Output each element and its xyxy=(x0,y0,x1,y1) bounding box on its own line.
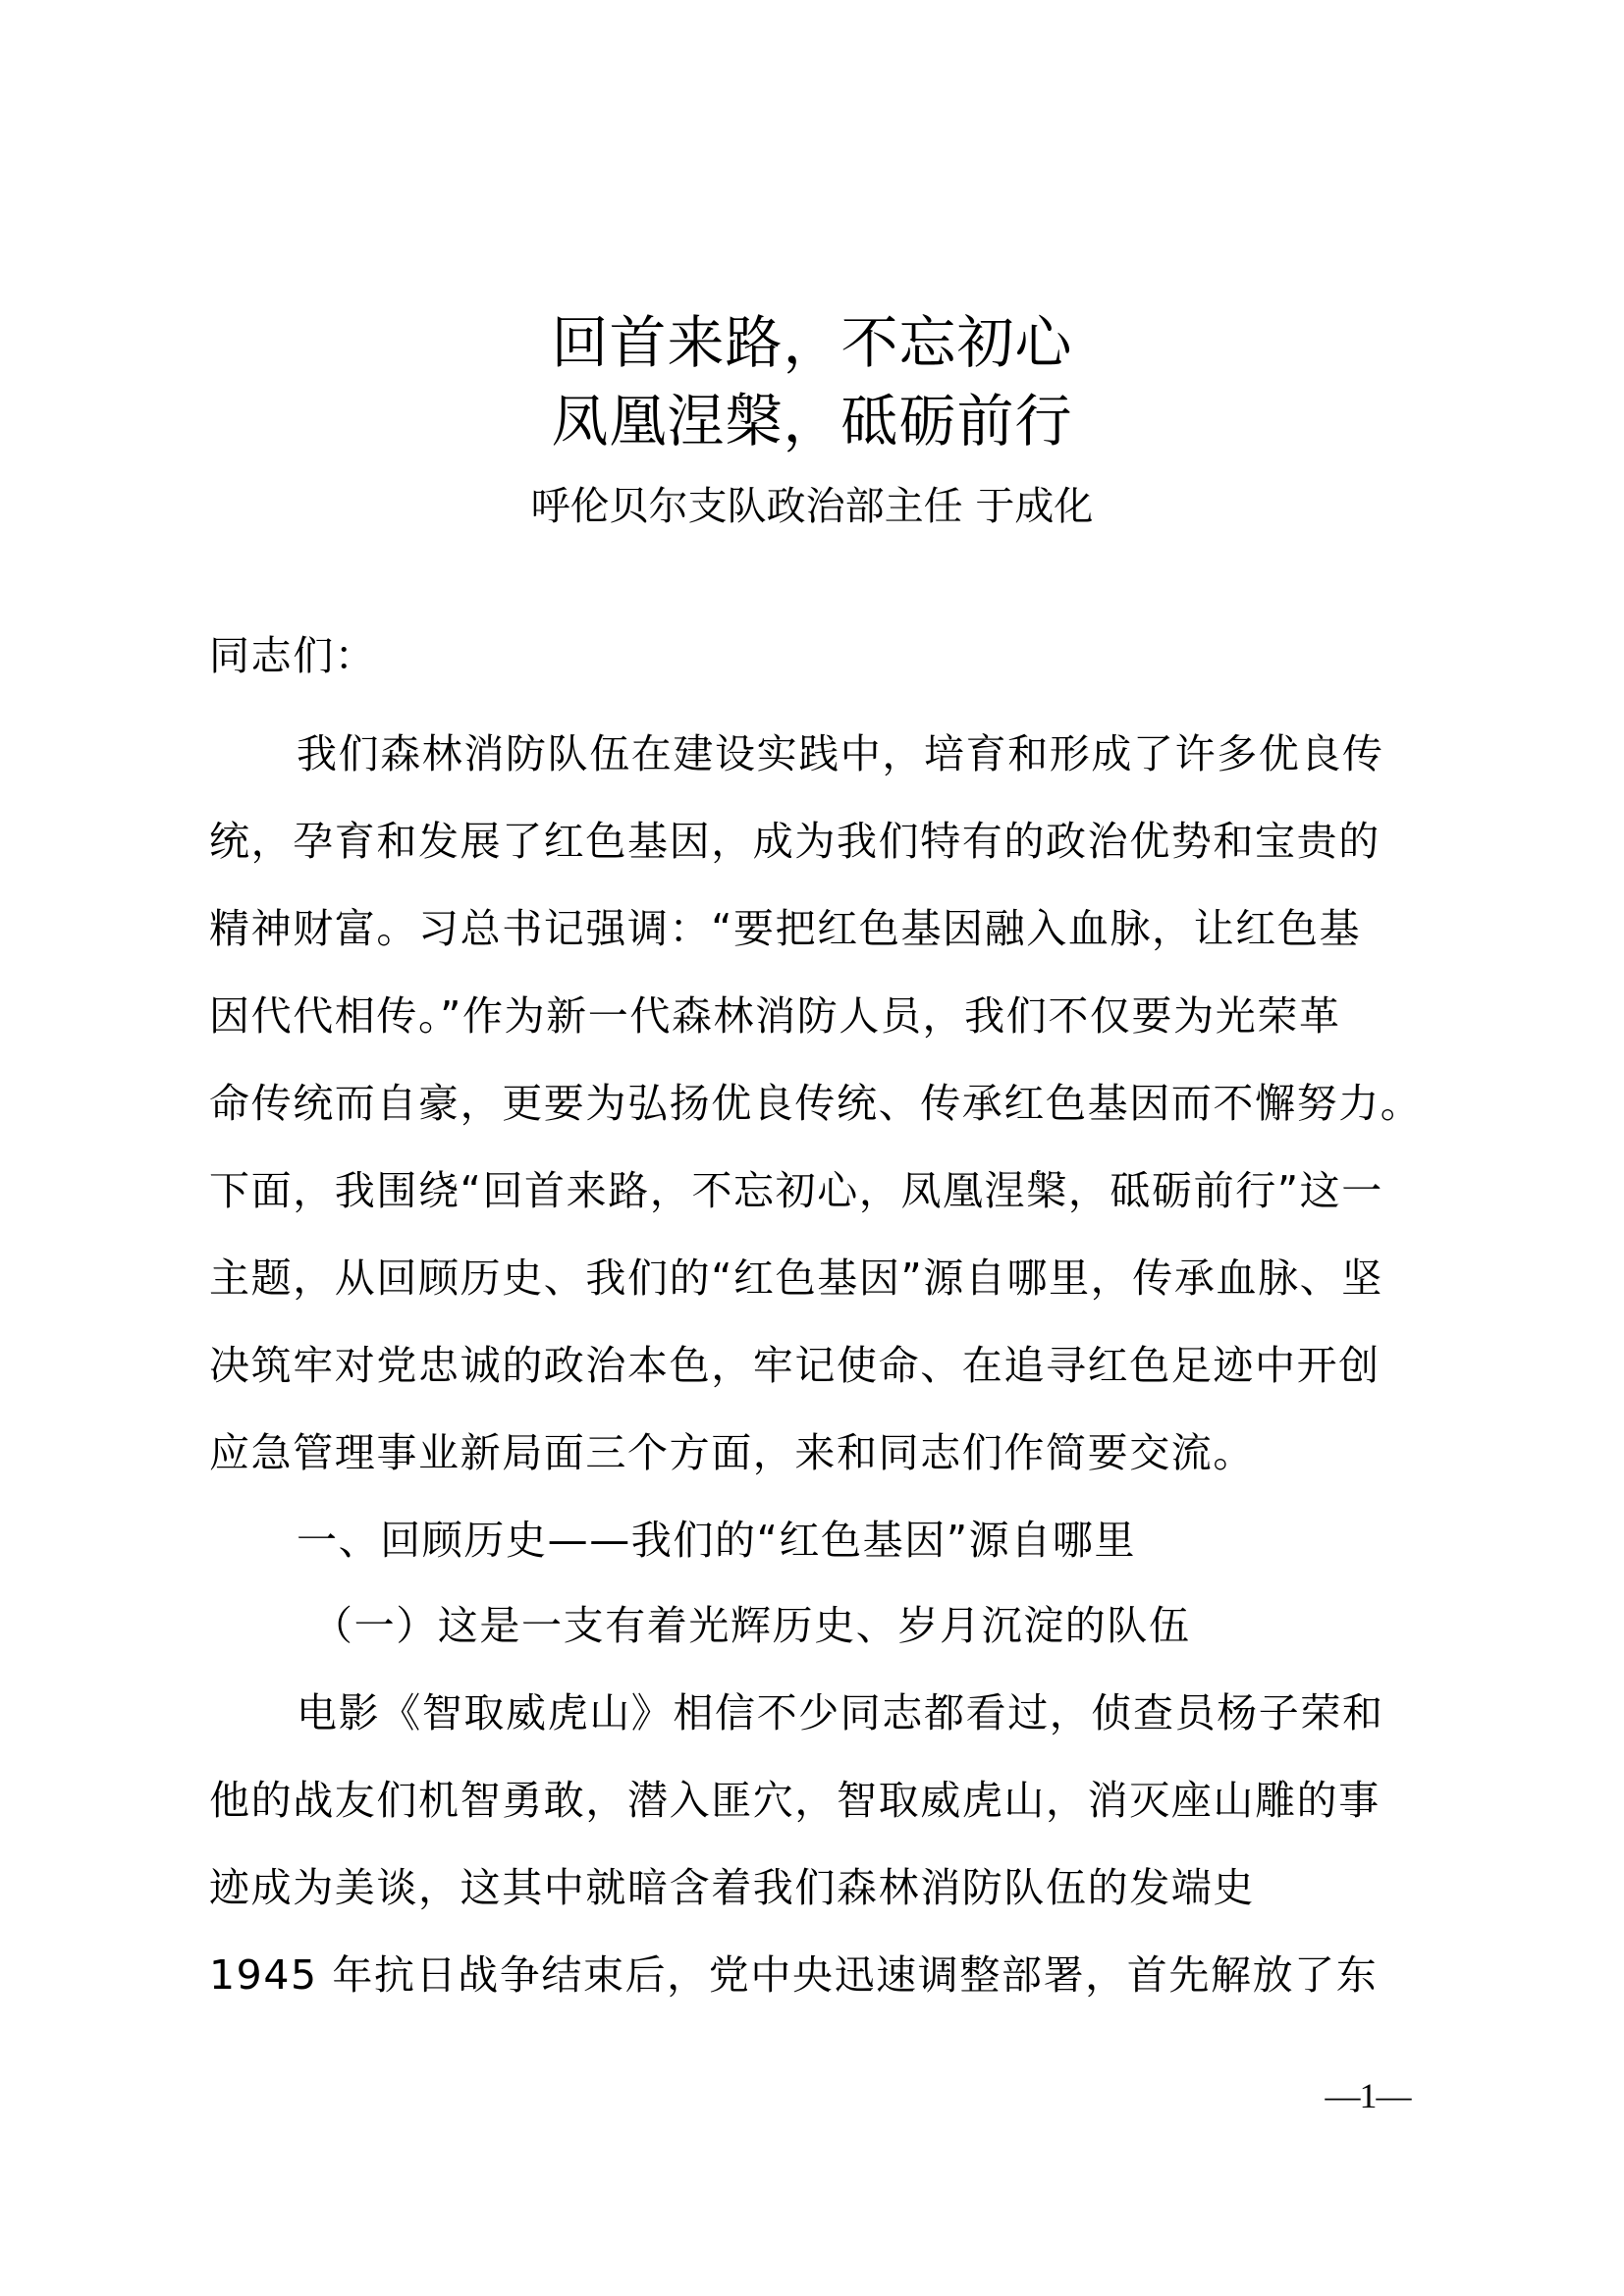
section-heading-1-1: （一）这是一支有着光辉历史、岁月沉淀的队伍 xyxy=(312,1602,1191,1649)
paragraph-line: 下面，我围绕“回首来路，不忘初心，凤凰涅槃，砥砺前行”这一 xyxy=(209,1167,1383,1214)
paragraph-line: 精神财富。习总书记强调：“要把红色基因融入血脉，让红色基 xyxy=(209,905,1362,952)
paragraph-line: 迹成为美谈，这其中就暗含着我们森林消防队伍的发端史 xyxy=(209,1864,1255,1911)
document-title-line-1: 回首来路，不忘初心 xyxy=(551,309,1073,376)
document-title-line-2: 凤凰涅槃，砥砺前行 xyxy=(551,388,1073,454)
salutation: 同志们： xyxy=(209,632,377,679)
paragraph-line: 因代代相传。”作为新一代森林消防人员，我们不仅要为光荣革 xyxy=(209,992,1341,1040)
page-number: —1— xyxy=(1325,2076,1411,2115)
paragraph-line: 主题，从回顾历史、我们的“红色基因”源自哪里，传承血脉、坚 xyxy=(209,1255,1383,1302)
paragraph-line: 电影《智取威虎山》相信不少同志都看过，侦查员杨子荣和 xyxy=(297,1689,1384,1736)
section-heading-1: 一、回顾历史——我们的“红色基因”源自哪里 xyxy=(297,1517,1137,1564)
author-byline: 呼伦贝尔支队政治部主任 于成化 xyxy=(530,484,1094,529)
paragraph-line: 应急管理事业新局面三个方面，来和同志们作简要交流。 xyxy=(209,1429,1255,1476)
paragraph-line: 我们森林消防队伍在建设实践中，培育和形成了许多优良传 xyxy=(297,730,1384,777)
paragraph-line: 统，孕育和发展了红色基因，成为我们特有的政治优势和宝贵的 xyxy=(209,818,1380,865)
paragraph-line: 命传统而自豪，更要为弘扬优良传统、传承红色基因而不懈努力。 xyxy=(209,1080,1423,1127)
paragraph-line: 1945 年抗日战争结束后，党中央迅速调整部署，首先解放了东 xyxy=(209,1951,1379,1999)
paragraph-line: 决筑牢对党忠诚的政治本色，牢记使命、在追寻红色足迹中开创 xyxy=(209,1342,1380,1389)
paragraph-line: 他的战友们机智勇敢，潜入匪穴，智取威虎山，消灭座山雕的事 xyxy=(209,1777,1380,1824)
